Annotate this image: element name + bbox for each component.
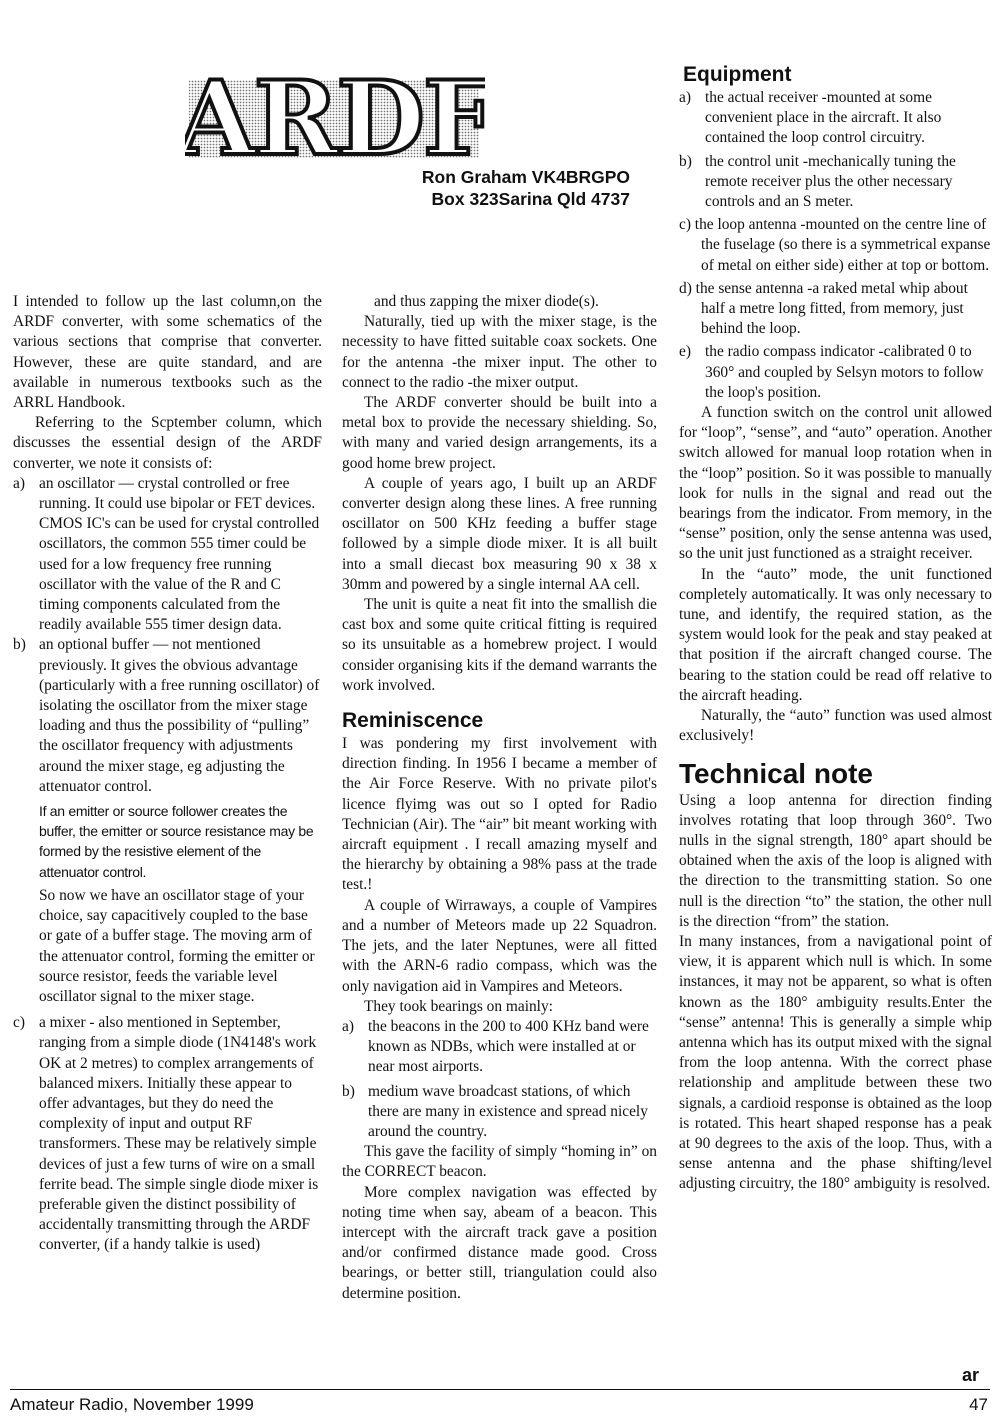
list-item-text: So now we have an oscillator stage of your choice, say capacitively coupled to the base or gate of a buffer stage. The moving arm of the attenuator control, forming the emitter or source resistor, feeds the variable level oscillator signal to the mixer stage.	[39, 886, 315, 1005]
end-mark: ar	[962, 1365, 980, 1385]
paragraph: Using a loop antenna for direction finding involves rotating that loop through 360°. Two nulls in the signal strength, 180° apart should be obtained when the axis of the loop is aligned with the direction to the transmitting station. So one null is the direction “to” the station, the other null is the direction “from” the station.	[679, 791, 992, 930]
equipment-item-e	[679, 342, 992, 403]
byline-address: Box 323Sarina Qld 4737	[431, 189, 630, 209]
list-item-text: c) the loop antenna -mounted on the centre line of the fuselage (so there is a symmetrical expanse of metal on either side) either at top or bottom.	[679, 216, 991, 274]
list-item-text: the actual receiver -mounted at some convenient place in the aircraft. It also contained the loop control circuitry.	[705, 89, 942, 147]
list-item-b-continued	[13, 886, 322, 1007]
list-marker: e)	[679, 343, 691, 361]
list-item-text: medium wave broadcast stations, of which there are many in existence and spread nicely around the country.	[368, 1082, 648, 1140]
note-text: If an emitter or source follower creates the buffer, the emitter or source resistance may be formed by the resistive element of the attenuator control.	[39, 803, 314, 880]
column-3	[679, 62, 992, 1195]
list-item-b	[342, 1082, 657, 1143]
list-item-c	[13, 1013, 322, 1255]
page-number: 47	[969, 1395, 988, 1414]
equipment-item-a	[679, 88, 992, 149]
byline-name: Ron Graham VK4BRGPO	[421, 167, 630, 187]
list-marker: b)	[342, 1082, 355, 1100]
list-item-text: a mixer - also mentioned in September, ranging from a simple diode (1N4148's work OK at 2 metres) to complex arrangements of balanced mixers. Initially these appear to offer advantages, but they do need the complexity of input and output RF transformers. These may be relatively simple devices of just a few turns of wire on a small ferrite bead. The simple single diode mixer is preferable given the distinct possibility of accidentally transmitting through the ARDF converter, (if a handy talkie is used)	[39, 1014, 319, 1254]
logo-text: ARDF	[185, 62, 485, 162]
ardf-logo	[185, 62, 485, 162]
list-item-text: an optional buffer — not mentioned previously. It gives the obvious advantage (particularly with a free running oscillator) of isolating the oscillator from the mixer stage loading and thus the possibility of “pulling” the oscillator frequency with adjustments around the mixer stage, eg adjusting the attenuator control.	[39, 636, 320, 795]
paragraph: Naturally, the “auto” function was used almost exclusively!	[679, 707, 992, 745]
byline	[380, 166, 630, 210]
list-item-text: the control unit -mechanically tuning the remote receiver plus the other necessary controls and an S meter.	[705, 152, 956, 211]
list-item-text: the beacons in the 200 to 400 KHz band were known as NDBs, which were installed at or near most airports.	[368, 1017, 649, 1076]
footer-publication: Amateur Radio, November 1999	[10, 1395, 254, 1414]
paragraph: I intended to follow up the last column,on the ARDF converter, with some schematics of the various sections that comprise that converter. However, these are quite standard, and are available in numerous textbooks such as the ARRL Handbook.	[13, 293, 322, 412]
list-item-a	[13, 474, 322, 636]
paragraph: A couple of Wirraways, a couple of Vampires and a number of Meteors made up 22 Squadron. The jets, and the later Neptunes, were all fitted with the ARN-6 radio compass, which was the only navigation aid in Vampires and Meteors.	[342, 896, 657, 995]
ardf-logo-graphic	[185, 62, 485, 162]
paragraph: A function switch on the control unit allowed for “loop”, “sense”, and “auto” operation. Another switch allowed for manual loop rotation when in the “loop” position. So it was possible to manually look for nulls in the signal and read out the bearings from the indicator. From memory, in the “sense” position, only the sense antenna was used, so the unit just functioned as a straight receiver.	[679, 404, 992, 563]
equipment-item-d	[679, 279, 992, 340]
paragraph: In many instances, from a navigational point of view, it is apparent which null is which. In some instances, it may not be apparent, so what is often known as the 180° ambiguity results.Enter the “sense” antenna! This is generally a simple whip antenna which has its output mixed with the signal from the loop antenna. With the correct phase relationship and amplitude between these two signals, a cardioid response is obtained as the loop is rotated. This heart shaped response has a peak at 90 degrees to the axis of the loop. Thus, with a sense antenna and the phase shifting/level adjusting circuitry, the 180° ambiguity is resolved.	[679, 932, 992, 1193]
section-heading-technical-note: Technical note	[679, 757, 873, 789]
paragraph: In the “auto” mode, the unit functioned completely automatically. It was only necessary to tune, and identify, the required station, as the system would look for the peak and stay peaked at that position if the aircraft changed course. The bearing to the station could be read off relative to the aircraft heading.	[679, 565, 992, 704]
list-marker: c)	[13, 1014, 25, 1032]
section-heading-reminiscence: Reminiscence	[342, 709, 484, 733]
list-marker: b)	[679, 152, 692, 170]
footer-rule	[10, 1389, 990, 1390]
column-1	[13, 292, 322, 1256]
list-item-text: an oscillator — crystal controlled or free running. It could use bipolar or FET devices. CMOS IC's can be used for crystal controlled oscillators, the common 555 timer could be used for a low frequency free running oscillator with the value of the R and C timing components calculated from the readily available 555 timer design data.	[39, 474, 320, 634]
list-marker: a)	[679, 89, 691, 106]
list-item-b-note	[13, 801, 322, 882]
list-item-text: d) the sense antenna -a raked metal whip about half a metre long fitted, from memory, just behind the loop.	[679, 279, 968, 338]
paragraph: The unit is quite a neat fit into the smallish die cast box and some quite critical fitting is required so its unsuitable as a homebrew project. I would consider organising kits if the demand warrants the work involved.	[342, 596, 657, 694]
paragraph: Referring to the Scptember column, which discusses the essential design of the ARDF converter, we note it consists of:	[13, 414, 322, 472]
equipment-item-c	[679, 215, 992, 276]
paragraph: More complex navigation was effected by noting time when say, abeam of a beacon. This intercept with the aircraft track gave a position and/or confirmed distance made good. Cross bearings, or better still, triangulation could also determine position.	[342, 1183, 657, 1302]
list-item-a	[342, 1017, 657, 1078]
paragraph: I was pondering my first involvement with direction finding. In 1956 I became a member of the Air Force Reserve. With no private pilot's licence flyimg was out so I opted for Radio Technician (Air). The “air” bit meant working with aircraft equipment . I recall amazing myself and the hierarchy by obtaining a 98% pass at the trade test.!	[342, 735, 657, 894]
paragraph: The ARDF converter should be built into a metal box to provide the necessary shielding. So, with many and varied design arrangements, its a good home brew project.	[342, 394, 657, 472]
list-marker: a)	[342, 1017, 354, 1035]
section-heading-equipment: Equipment	[683, 63, 792, 86]
paragraph: and thus zapping the mixer diode(s).	[374, 293, 599, 310]
column-2	[342, 292, 657, 1304]
paragraph: A couple of years ago, I built up an ARDF converter design along these lines. A free running oscillator on 500 KHz feeding a buffer stage followed by a simple diode mixer. It is all built into a small diecast box measuring 90 x 38 x 30mm and powered by a single internal AA cell.	[342, 474, 657, 593]
list-marker: a)	[13, 474, 25, 492]
list-marker: b)	[13, 636, 26, 654]
list-item-text: the radio compass indicator -calibrated 0 to 360° and coupled by Selsyn motors to follow the loop's position.	[705, 343, 984, 401]
paragraph: Naturally, tied up with the mixer stage, is the necessity to have fitted suitable coax sockets. One for the antenna -the mixer input. The other to connect to the radio -the mixer output.	[342, 313, 657, 391]
list-item-b	[13, 635, 322, 797]
paragraph: This gave the facility of simply “homing in” on the CORRECT beacon.	[342, 1143, 657, 1181]
paragraph: They took bearings on mainly:	[364, 997, 553, 1015]
equipment-item-b	[679, 152, 992, 213]
